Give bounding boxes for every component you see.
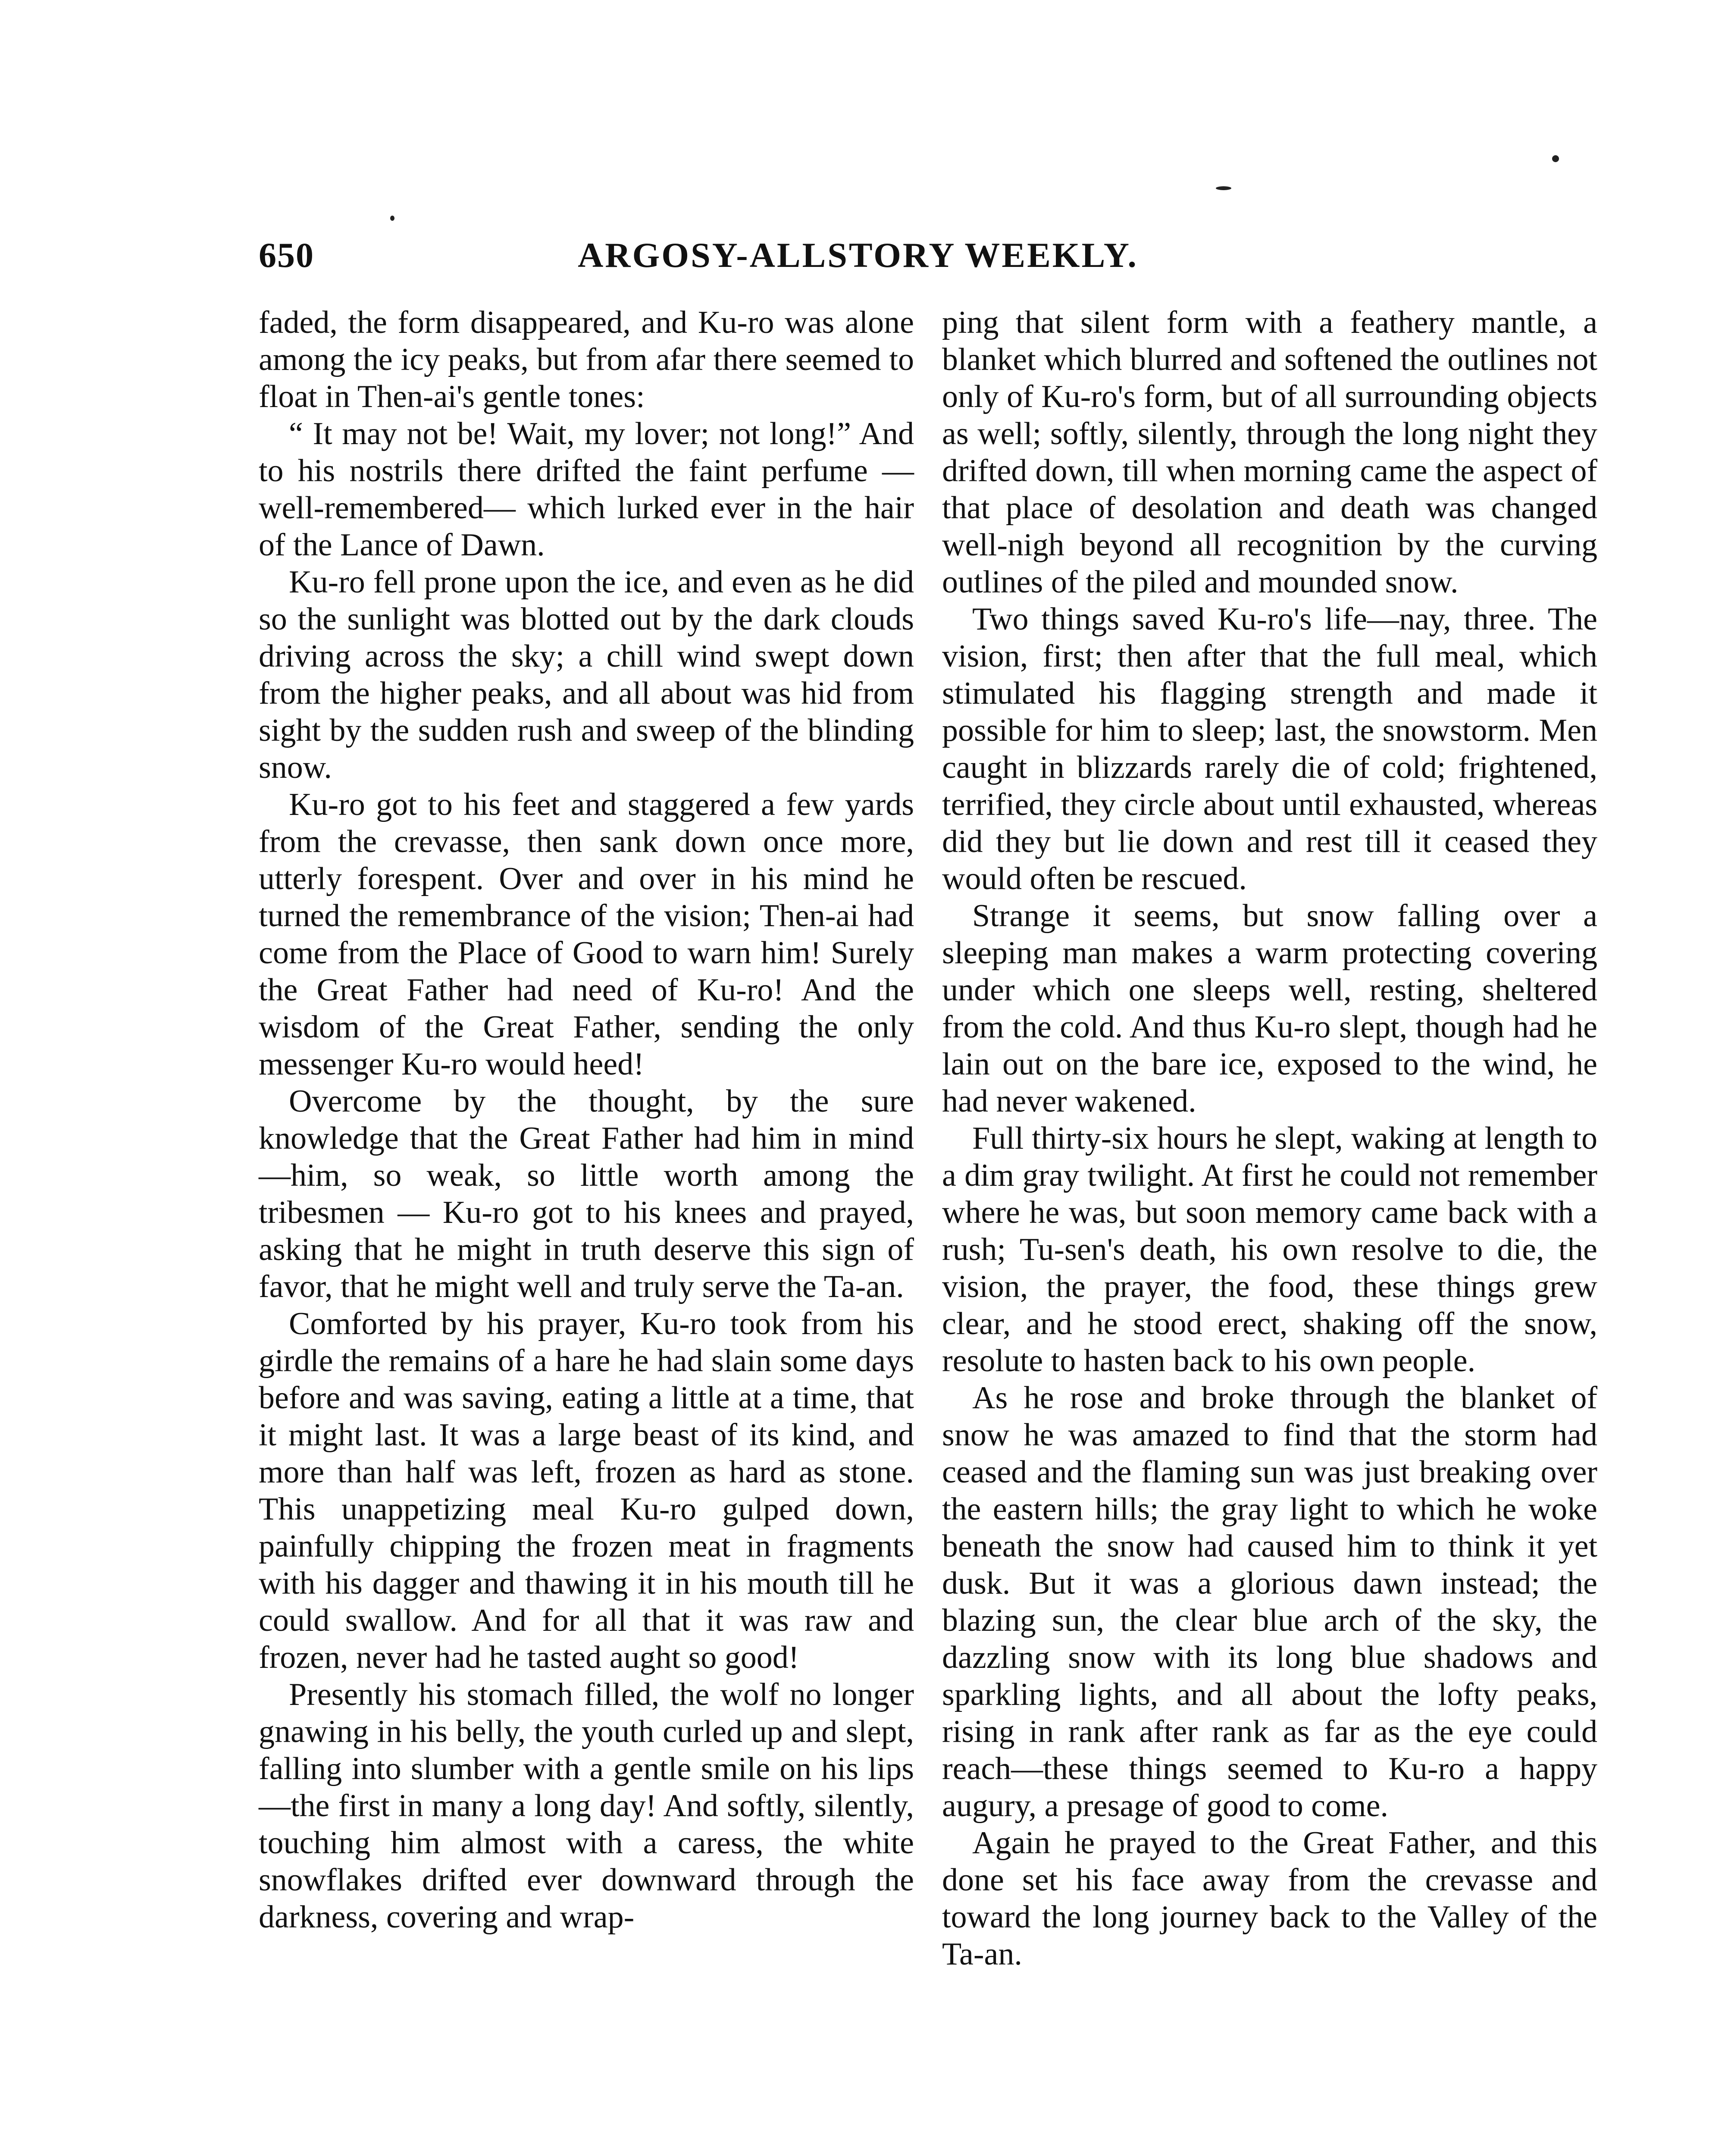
ink-speck <box>390 216 394 221</box>
running-title: ARGOSY-ALLSTORY WEEKLY. <box>578 235 1138 275</box>
paragraph: Overcome by the thought, by the sure knowledge that the Great Father had him in mind—him, so weak, so little worth among the tribesmen — Ku-ro got to his knees and prayed, asking that he might in truth deserve this sign of favor, that he might well and truly serve the Ta-an. <box>259 1084 914 1304</box>
ink-speck <box>1552 155 1559 162</box>
paragraph: Strange it seems, but snow falling over a sleeping man makes a warm protecting covering under which one sleeps well, resting, sheltered from the cold. And thus Ku-ro slept, though had he lain out on the bare ice, exposed to the wind, he had never wakened. <box>942 898 1597 1119</box>
paragraph: Full thirty-six hours he slept, waking at length to a dim gray twilight. At first he could not remember where he was, but soon memory came back with a rush; Tu-sen's death, his own resolve to die, the vision, the prayer, the food, these things grew clear, and he stood erect, shaking off the snow, resolute to hasten back to his own people. <box>942 1121 1597 1379</box>
paragraph: Ku-ro got to his feet and staggered a few yards from the crevasse, then sank down once more, utterly forespent. Over and over in his mind he turned the remembrance of the vision; Then-ai had come from the Place of Good to warn him! Surely the Great Father had need of Ku-ro! And the wisdom of the Great Father, sending the only messenger Ku-ro would heed! <box>259 787 914 1082</box>
paragraph: As he rose and broke through the blanket of snow he was amazed to find that the storm had ceased and the flaming sun was just breaking over the eastern hills; the gray light to which he woke beneath the snow had caused him to think it yet dusk. But it was a glorious dawn instead; the blazing sun, the clear blue arch of the sky, the dazzling snow with its long blue shadows and sparkling lights, and all about the lofty peaks, rising in rank after rank as far as the eye could reach—these things seemed to Ku-ro a happy augury, a presage of good to come. <box>942 1380 1597 1824</box>
paragraph: Presently his stomach filled, the wolf no longer gnawing in his belly, the youth curled up and slept, falling into slumber with a gentle smile on his lips—the first in many a long day! And softly, silently, touching him almost with a caress, the white snowflakes drifted ever downward through the darkness, covering and wrap- <box>259 1677 914 1935</box>
page-header <box>259 235 1457 287</box>
paragraph: Comforted by his prayer, Ku-ro took from his girdle the remains of a hare he had slain some days before and was saving, eating a little at a time, that it might last. It was a large beast of its kind, and more than half was left, frozen as hard as stone. This unappetizing meal Ku-ro gulped down, painfully chipping the frozen meat in fragments with his dagger and thawing it in his mouth till he could swallow. And for all that it was raw and frozen, never had he tasted aught so good! <box>259 1306 914 1675</box>
paragraph: ping that silent form with a feathery mantle, a blanket which blurred and softened the outlines not only of Ku-ro's form, but of all surrounding objects as well; softly, silently, through the long night they drifted down, till when morning came the aspect of that place of desolation and death was changed well-nigh beyond all recognition by the curving outlines of the piled and mounded snow. <box>942 305 1597 600</box>
paragraph: “ It may not be! Wait, my lover; not long!” And to his nostrils there drifted the faint perfume — well-remembered— which lurked ever in the hair of the Lance of Dawn. <box>259 416 914 563</box>
ink-speck <box>1216 186 1231 190</box>
page-number: 650 <box>259 235 314 275</box>
right-column <box>942 304 1597 1973</box>
paragraph: faded, the form disappeared, and Ku-ro was alone among the icy peaks, but from afar there seemed to float in Then-ai's gentle tones: <box>259 305 914 414</box>
paragraph: Two things saved Ku-ro's life—nay, three. The vision, first; then after that the full meal, which stimulated his flagging strength and made it possible for him to sleep; last, the snowstorm. Men caught in blizzards rarely die of cold; frightened, terrified, they circle about until exhausted, whereas did they but lie down and rest till it ceased they would often be rescued. <box>942 602 1597 896</box>
left-column <box>259 304 914 1936</box>
paragraph: Ku-ro fell prone upon the ice, and even as he did so the sunlight was blotted out by the dark clouds driving across the sky; a chill wind swept down from the higher peaks, and all about was hid from sight by the sudden rush and sweep of the blinding snow. <box>259 564 914 785</box>
paragraph: Again he prayed to the Great Father, and this done set his face away from the crevasse and toward the long journey back to the Valley of the Ta-an. <box>942 1825 1597 1972</box>
